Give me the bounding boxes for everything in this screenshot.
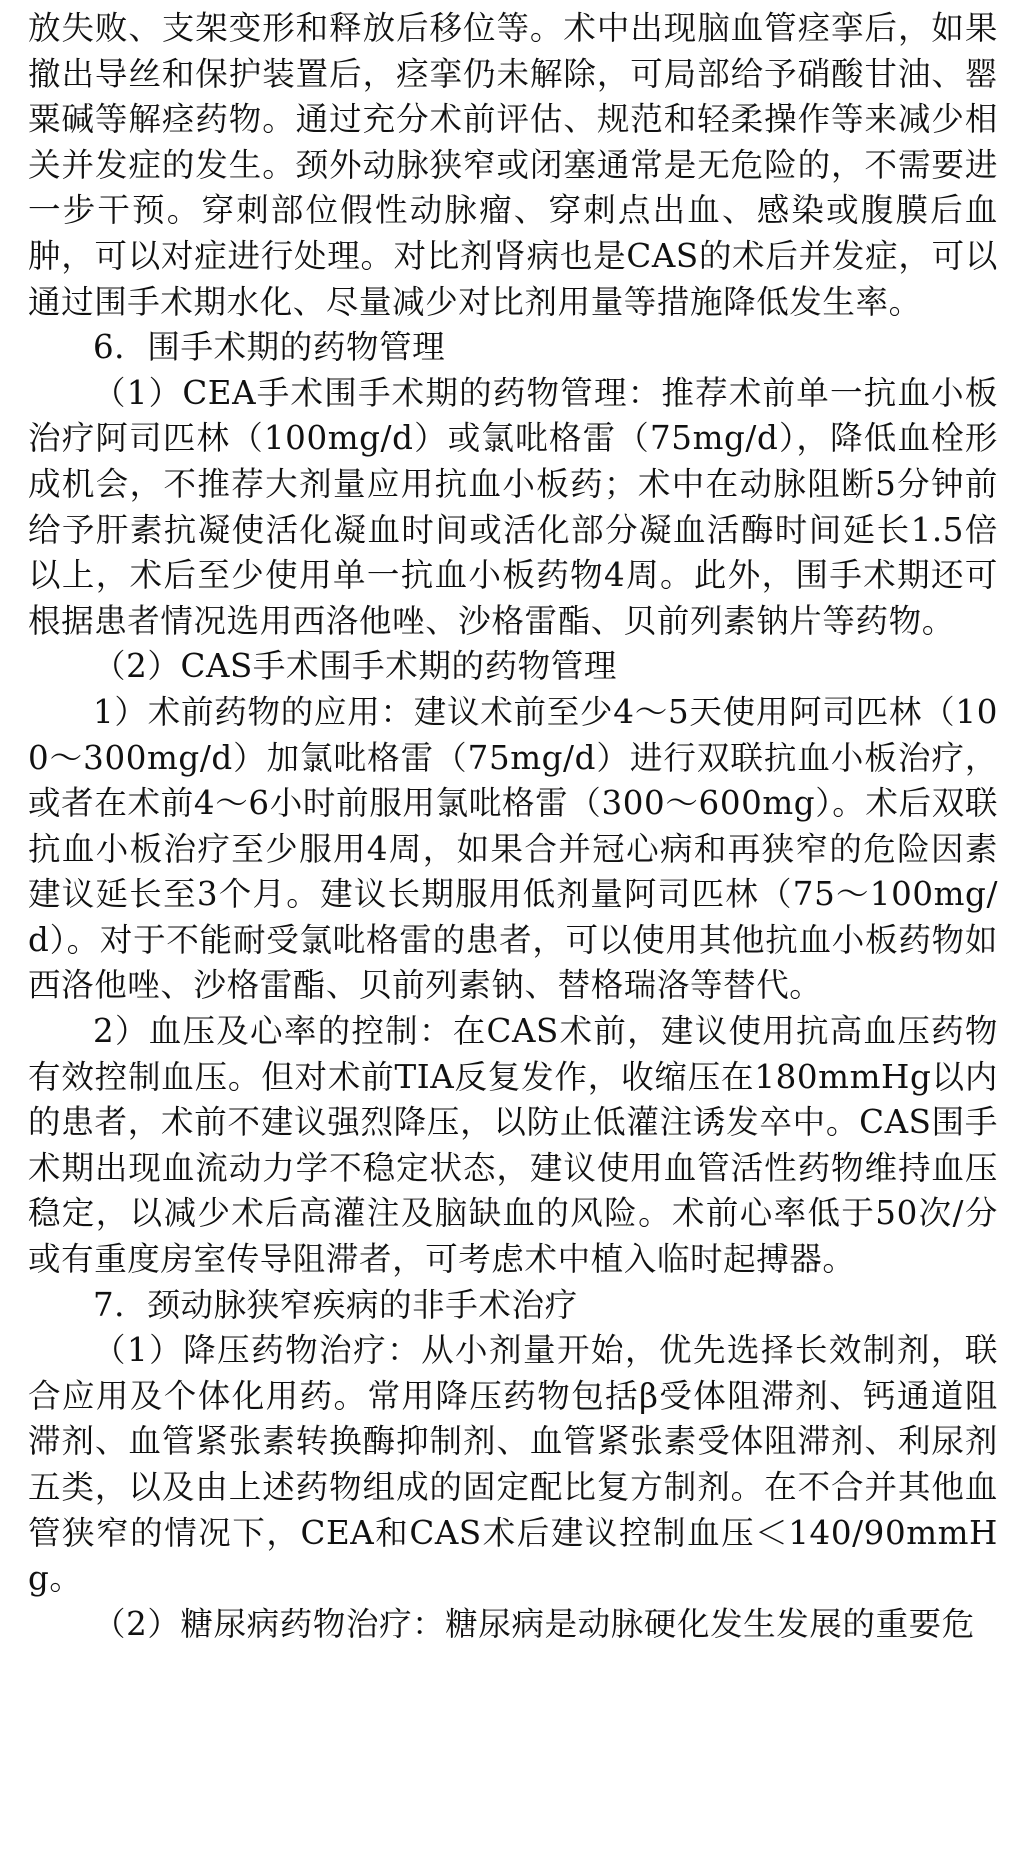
paragraph-diabetes-therapy: （2）糖尿病药物治疗：糖尿病是动脉硬化发生发展的重要危	[93, 1604, 975, 1643]
subsection-heading-cas-drug-management: （2）CAS手术围手术期的药物管理	[93, 647, 617, 686]
section-heading-nonsurgical-treatment: 7．颈动脉狭窄疾病的非手术治疗	[93, 1285, 578, 1324]
paragraph-antihypertensive-therapy: （1）降压药物治疗：从小剂量开始，优先选择长效制剂，联合应用及个体化用药。常用降压药物包括β受体阻滞剂、钙通道阻滞剂、血管紧张素转换酶抑制剂、血管紧张素受体阻滞剂、利尿剂五类，以及由上述药物组成的固定配比复方制剂。在不合并其他血管狭窄的情况下，CEA和CAS术后建议控制血压＜140/90mmHg。	[28, 1331, 998, 1598]
section-heading-perioperative-drug-management: 6．围手术期的药物管理	[93, 328, 446, 367]
paragraph-cea-drug-management: （1）CEA手术围手术期的药物管理：推荐术前单一抗血小板治疗阿司匹林（100mg/d）或氯吡格雷（75mg/d），降低血栓形成机会，不推荐大剂量应用抗血小板药；术中在动脉阻断5分钟前给予肝素抗凝使活化凝血时间或活化部分凝血活酶时间延长1.5倍以上，术后至少使用单一抗血小板药物4周。此外，围手术期还可根据患者情况选用西洛他唑、沙格雷酯、贝前列素钠片等药物。	[28, 373, 998, 640]
paragraph-surgical-complications: 放失败、支架变形和释放后移位等。术中出现脑血管痉挛后，如果撤出导丝和保护装置后，痉挛仍未解除，可局部给予硝酸甘油、罂粟碱等解痉药物。通过充分术前评估、规范和轻柔操作等来减少相关并发症的发生。颈外动脉狭窄或闭塞通常是无危险的，不需要进一步干预。穿刺部位假性动脉瘤、穿刺点出血、感染或腹膜后血肿，可以对症进行处理。对比剂肾病也是CAS的术后并发症，可以通过围手术期水化、尽量减少对比剂用量等措施降低发生率。	[28, 9, 998, 321]
paragraph-preoperative-drugs: 1）术前药物的应用：建议术前至少4～5天使用阿司匹林（100～300mg/d）加氯吡格雷（75mg/d）进行双联抗血小板治疗，或者在术前4～6小时前服用氯吡格雷（300～600mg）。术后双联抗血小板治疗至少服用4周，如果合并冠心病和再狭窄的危险因素建议延长至3个月。建议长期服用低剂量阿司匹林（75～100mg/d）。对于不能耐受氯吡格雷的患者，可以使用其他抗血小板药物如西洛他唑、沙格雷酯、贝前列素钠、替格瑞洛等替代。	[28, 692, 998, 1005]
paragraph-blood-pressure-heart-rate: 2）血压及心率的控制：在CAS术前，建议使用抗高血压药物有效控制血压。但对术前TIA反复发作，收缩压在180mmHg以内的患者，术前不建议强烈降压，以防止低灌注诱发卒中。CAS围手术期出现血流动力学不稳定状态，建议使用血管活性药物维持血压稳定，以减少术后高灌注及脑缺血的风险。术前心率低于50次/分或有重度房室传导阻滞者，可考虑术中植入临时起搏器。	[28, 1012, 998, 1279]
